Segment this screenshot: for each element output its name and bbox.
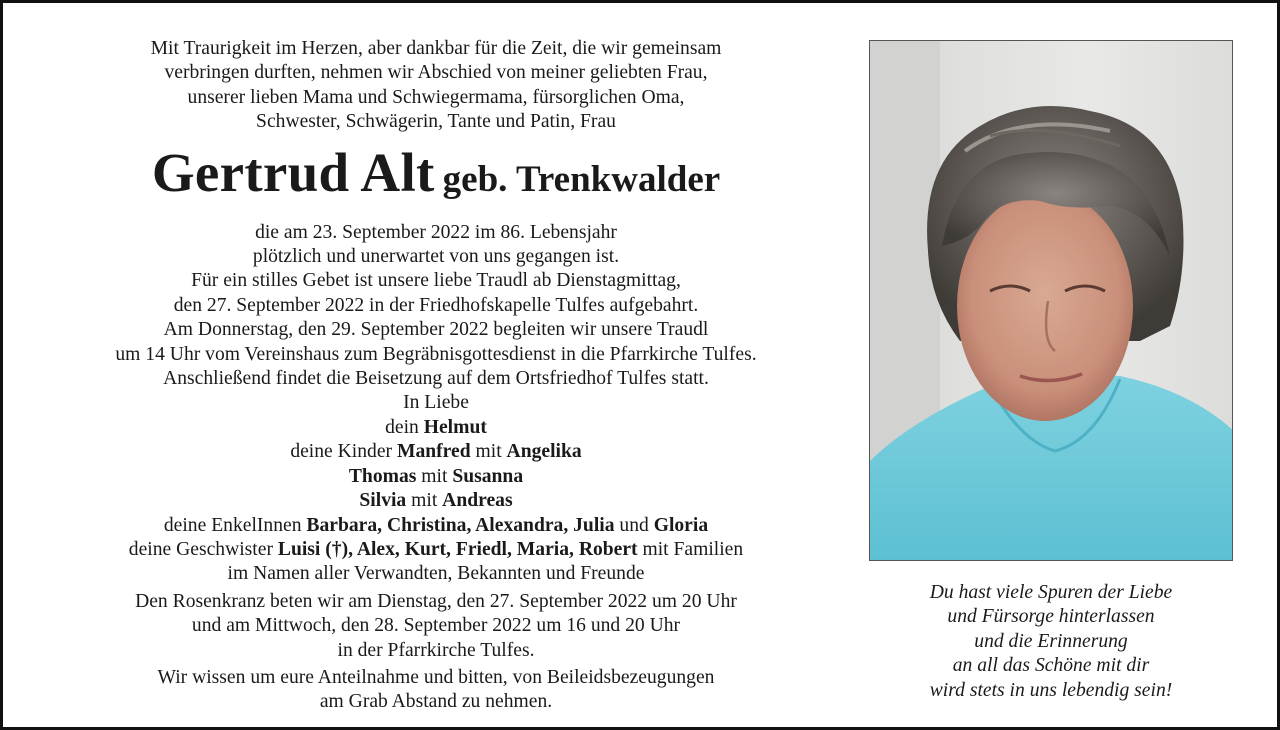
partner-name: Susanna — [452, 465, 524, 487]
children-line — [33, 489, 839, 513]
poem-line: an all das Schöne mit dir — [952, 655, 1150, 677]
obituary-main-text — [33, 37, 839, 715]
husband-line — [33, 416, 839, 440]
detail-line: Für ein stilles Gebet ist unsere liebe Traudl ab Dienstagmittag, — [191, 270, 681, 292]
siblings-line — [33, 538, 839, 562]
husband-name: Helmut — [423, 416, 487, 438]
children-line — [33, 465, 839, 489]
rosary-line: und am Mittwoch, den 28. September 2022 um 16 und 20 Uhr — [191, 615, 681, 637]
portrait-photo — [869, 40, 1233, 561]
grandchildren-names: Barbara, Christina, Alexandra, Julia — [306, 514, 615, 536]
deceased-name-heading — [33, 141, 839, 213]
husband-prefix: dein — [385, 416, 424, 438]
detail-line: plötzlich und unerwartet von uns gegangen ist. — [252, 246, 620, 268]
child-name: Thomas — [348, 465, 417, 487]
deceased-birth-name: geb. Trenkwalder — [442, 158, 721, 200]
siblings-prefix: deine Geschwister — [128, 538, 278, 560]
with-word: mit — [416, 465, 453, 487]
siblings-names: Luisi (†), Alex, Kurt, Friedl, Maria, Robert — [277, 538, 638, 560]
portrait-illustration — [870, 41, 1233, 561]
detail-line: um 14 Uhr vom Vereinshaus zum Begräbnisgottesdienst in die Pfarrkirche Tulfes. — [115, 343, 757, 365]
rosary-line: Den Rosenkranz beten wir am Dienstag, den 27. September 2022 um 20 Uhr — [135, 590, 737, 612]
intro-line: unserer lieben Mama und Schwiegermama, fürsorglichen Oma, — [187, 86, 685, 108]
rosary-line: in der Pfarrkirche Tulfes. — [337, 639, 535, 661]
detail-line: Am Donnerstag, den 29. September 2022 begleiten wir unsere Traudl — [163, 319, 709, 341]
and-word: und — [614, 514, 654, 536]
with-word: mit — [406, 490, 443, 512]
child-name: Manfred — [396, 441, 471, 463]
poem-line: und Fürsorge hinterlassen — [947, 606, 1155, 628]
children-line — [33, 440, 839, 464]
deceased-name: Gertrud Alt — [151, 141, 435, 203]
intro-line: Mit Traurigkeit im Herzen, aber dankbar für die Zeit, die wir gemeinsam — [150, 38, 722, 59]
relatives-line: im Namen aller Verwandten, Bekannten und Freunde — [227, 563, 645, 585]
siblings-suffix: mit Familien — [637, 538, 744, 560]
detail-line: die am 23. September 2022 im 86. Lebensjahr — [255, 221, 617, 243]
poem-line: Du hast viele Spuren der Liebe — [929, 582, 1173, 603]
detail-line: Anschließend findet die Beisetzung auf dem Ortsfriedhof Tulfes statt. — [163, 368, 709, 390]
detail-line: den 27. September 2022 in der Friedhofskapelle Tulfes aufgebahrt. — [173, 294, 699, 316]
intro-line: verbringen durften, nehmen wir Abschied von meiner geliebten Frau, — [164, 62, 708, 84]
poem-text — [869, 581, 1233, 703]
grandchildren-prefix: deine EnkelInnen — [163, 514, 307, 536]
in-love-line: In Liebe — [403, 392, 469, 414]
intro-line: Schwester, Schwägerin, Tante und Patin, Frau — [256, 111, 616, 133]
poem-line: wird stets in uns lebendig sein! — [929, 679, 1173, 701]
poem-line: und die Erinnerung — [974, 630, 1128, 652]
closing-line: Wir wissen um eure Anteilnahme und bitten, von Beileidsbezeugungen — [157, 666, 715, 688]
grandchild-last-name: Gloria — [653, 514, 709, 536]
child-name: Silvia — [359, 490, 407, 512]
partner-name: Angelika — [506, 441, 582, 463]
with-word: mit — [470, 441, 507, 463]
partner-name: Andreas — [442, 490, 513, 512]
children-prefix: deine Kinder — [290, 441, 397, 463]
closing-line: am Grab Abstand zu nehmen. — [319, 691, 553, 713]
grandchildren-line — [33, 514, 839, 538]
